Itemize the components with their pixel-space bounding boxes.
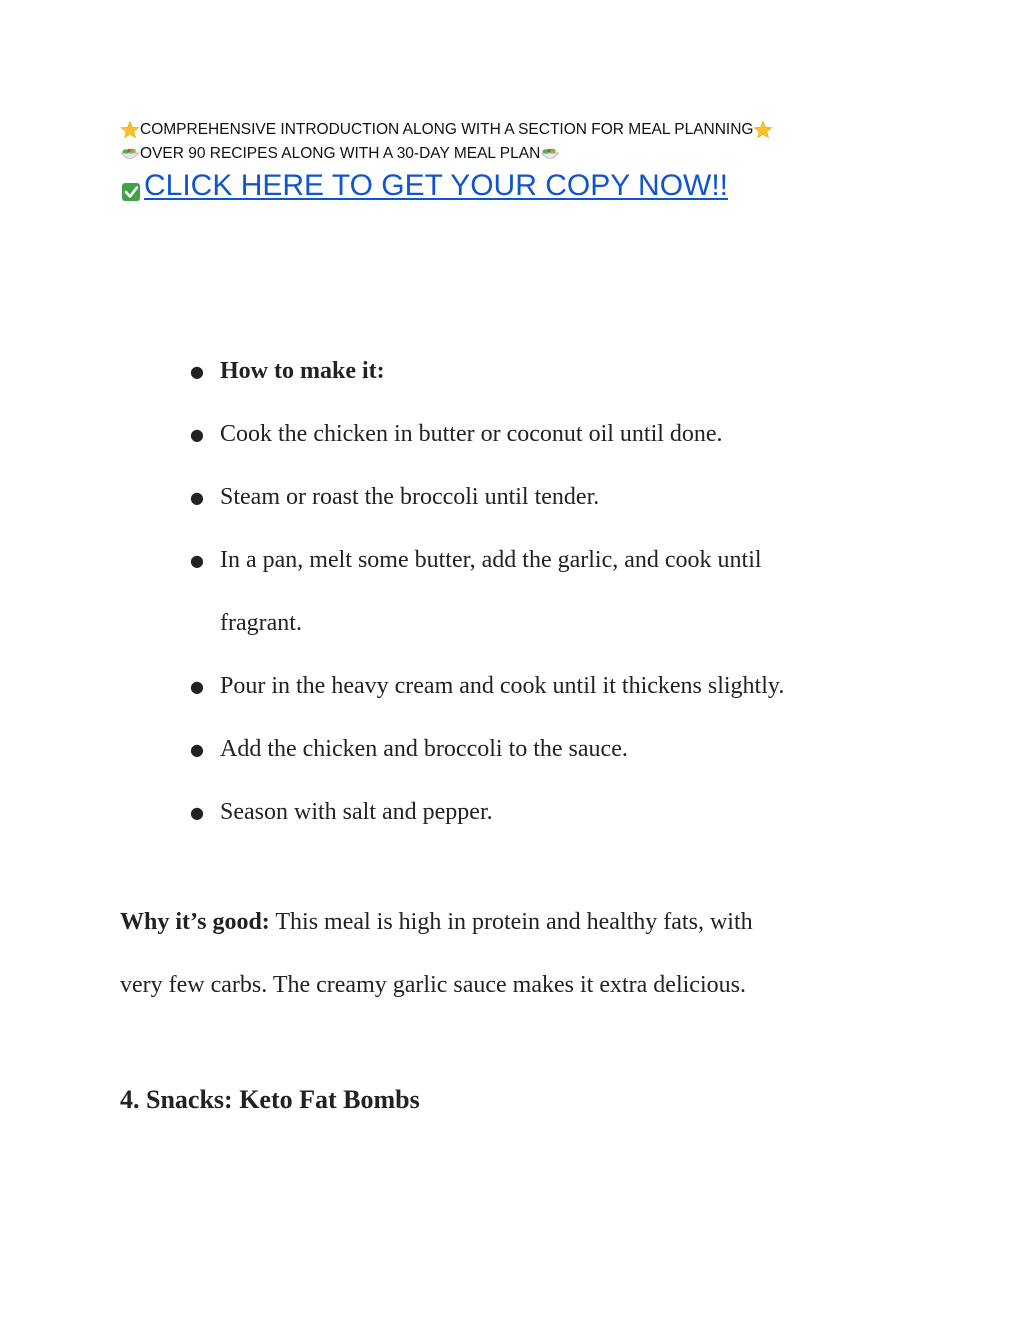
bullet-icon: ● <box>190 488 204 507</box>
bullet-icon: ● <box>190 362 204 381</box>
promo-line-recipes <box>120 142 920 166</box>
step-text: Steam or roast the broccoli until tender. <box>220 484 600 510</box>
salad-icon <box>120 145 140 163</box>
star-icon <box>120 121 140 139</box>
why-label: Why it’s good: <box>120 909 270 935</box>
star-icon <box>753 121 773 139</box>
why-text-continued: very few carbs. The creamy garlic sauce makes it extra delicious. <box>120 972 746 998</box>
step-text: Cook the chicken in butter or coconut oil until done. <box>220 421 723 447</box>
check-mark-button-icon <box>120 180 144 202</box>
cta-line <box>120 166 920 204</box>
list-item <box>190 466 910 529</box>
bullet-icon: ● <box>190 425 204 444</box>
get-copy-link[interactable]: CLICK HERE TO GET YOUR COPY NOW!! <box>144 169 729 202</box>
step-text-continued: fragrant. <box>220 610 302 636</box>
step-text: In a pan, melt some butter, add the garlic, and cook until <box>220 547 762 573</box>
salad-icon <box>540 145 560 163</box>
bullet-icon: ● <box>190 803 204 822</box>
list-item <box>190 718 910 781</box>
why-text: This meal is high in protein and healthy fats, with <box>269 909 753 935</box>
promo-block <box>120 118 920 204</box>
list-item <box>190 529 910 655</box>
list-item <box>190 403 910 466</box>
promo-recipes-text: OVER 90 RECIPES ALONG WITH A 30-DAY MEAL PLAN <box>140 145 541 162</box>
instructions-heading: How to make it: <box>220 358 385 384</box>
bullet-icon: ● <box>190 551 204 570</box>
step-text: Add the chicken and broccoli to the sauce. <box>220 736 628 762</box>
bullet-icon: ● <box>190 740 204 759</box>
instructions-list <box>190 340 910 844</box>
list-item <box>190 655 910 718</box>
bullet-icon: ● <box>190 677 204 696</box>
list-item <box>190 340 910 403</box>
section-heading: 4. Snacks: Keto Fat Bombs <box>120 1085 420 1114</box>
step-text: Pour in the heavy cream and cook until it thickens slightly. <box>220 673 785 699</box>
why-paragraph <box>120 891 910 1017</box>
promo-intro-text: COMPREHENSIVE INTRODUCTION ALONG WITH A SECTION FOR MEAL PLANNING <box>140 121 754 138</box>
list-item <box>190 781 910 844</box>
promo-line-intro <box>120 118 920 142</box>
step-text: Season with salt and pepper. <box>220 799 493 825</box>
